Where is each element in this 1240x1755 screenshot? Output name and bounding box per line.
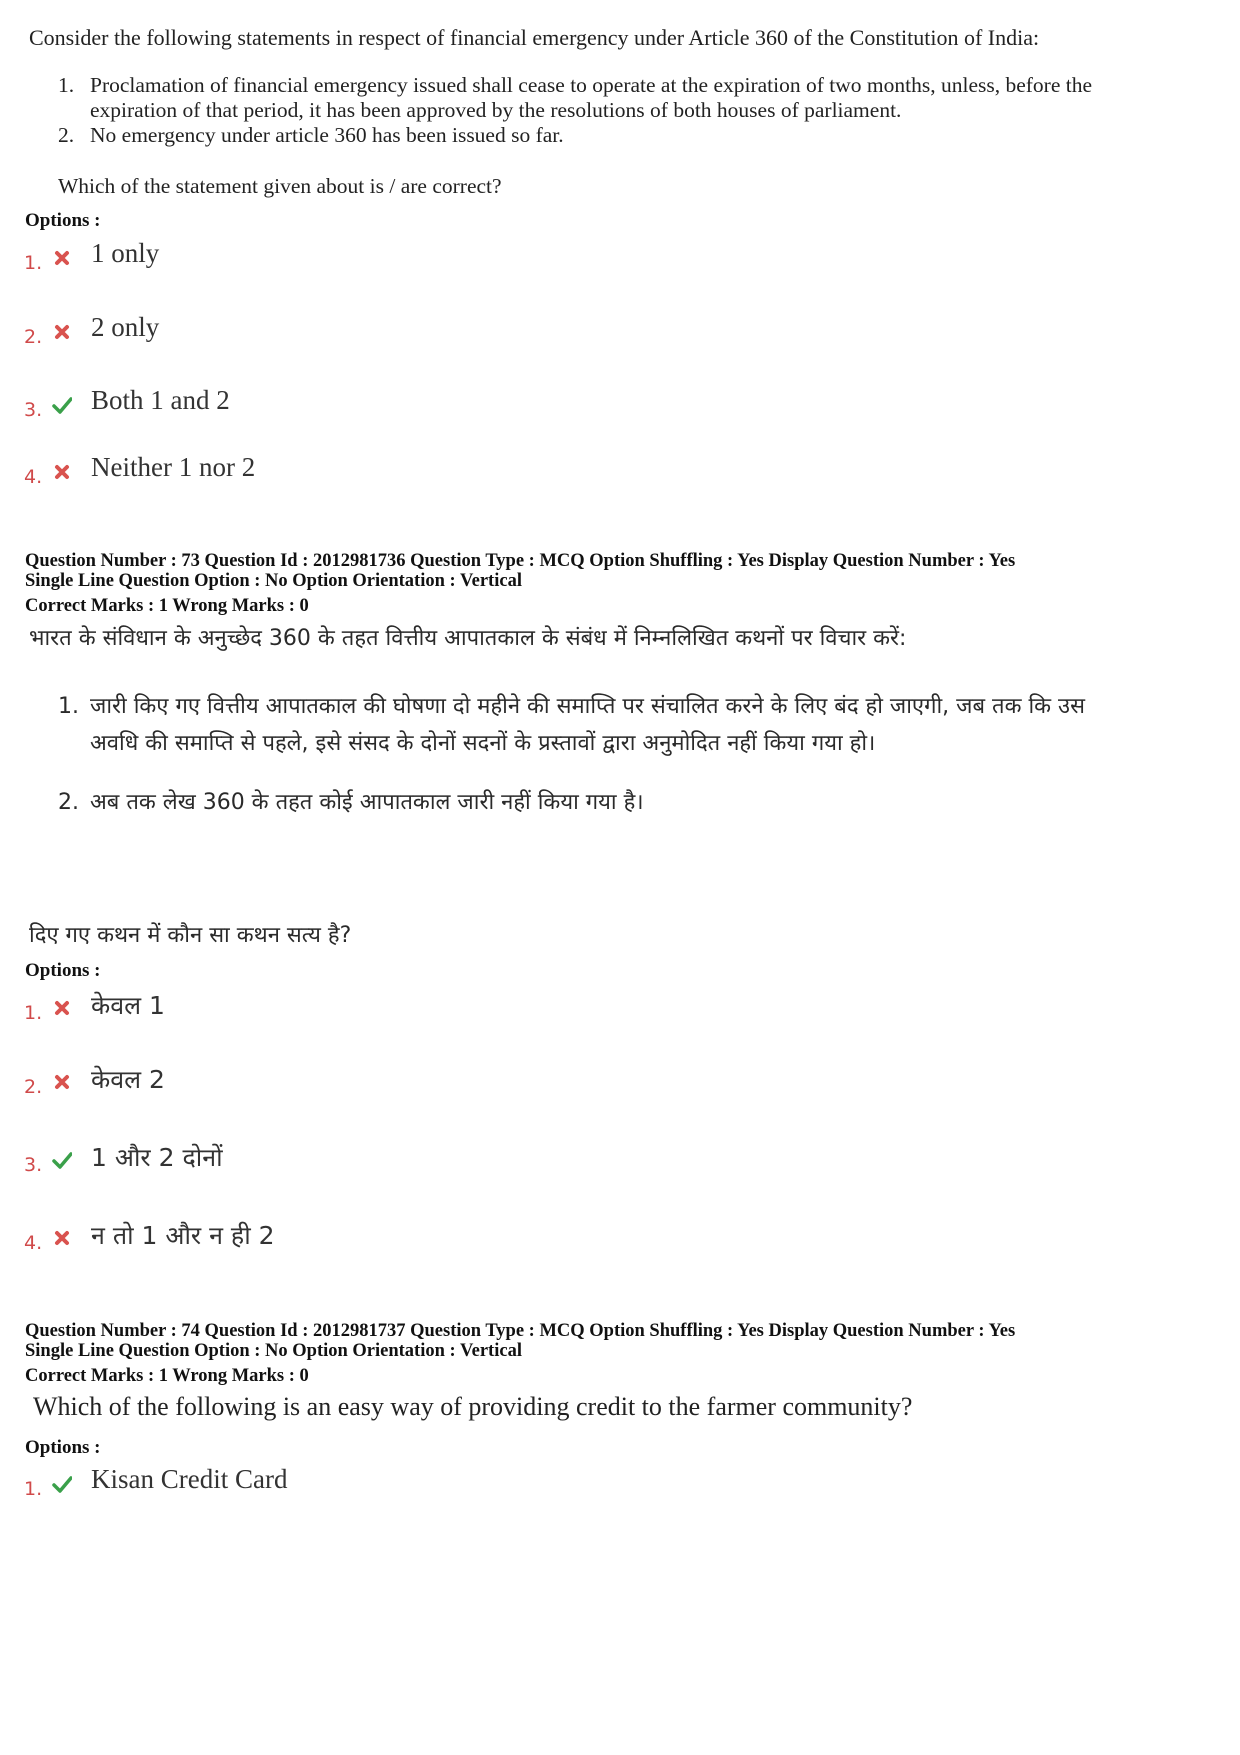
check-icon [52, 395, 72, 415]
statement-text: No emergency under article 360 has been issued so far. [90, 123, 564, 147]
question-intro: भारत के संविधान के अनुच्छेद 360 के तहत वित्तीय आपातकाल के संबंध में निम्नलिखित कथनों पर विचार करें: [29, 626, 907, 651]
option-number: 1. [24, 1002, 43, 1024]
cross-icon [52, 998, 72, 1018]
option-item [0, 312, 1000, 352]
option-number: 4. [24, 1232, 43, 1254]
question-meta: Single Line Question Option : No Option Orientation : Vertical [25, 571, 522, 591]
cross-icon [52, 462, 72, 482]
option-text: न तो 1 और न ही 2 [91, 1221, 275, 1250]
statement-list [58, 688, 1098, 821]
option-number: 2. [24, 326, 43, 348]
option-text: केवल 1 [91, 991, 165, 1020]
question-meta: Question Number : 73 Question Id : 2012981736 Question Type : MCQ Option Shuffling : Yes Display Question Number : Yes [25, 551, 1016, 571]
question-marks: Correct Marks : 1 Wrong Marks : 0 [25, 1366, 309, 1386]
option-item [0, 1140, 1000, 1180]
statement-item [58, 784, 1098, 821]
cross-icon [52, 1072, 72, 1092]
statement-item [58, 123, 1098, 148]
question-text: Which of the following is an easy way of providing credit to the farmer community? [33, 1392, 913, 1421]
option-text: 2 only [91, 312, 160, 342]
option-number: 3. [24, 1154, 43, 1176]
question-text: दिए गए कथन में कौन सा कथन सत्य है? [29, 923, 352, 948]
option-item [0, 238, 1000, 278]
option-item [0, 988, 1000, 1028]
option-text: 1 only [91, 238, 160, 268]
statement-text: Proclamation of financial emergency issued shall cease to operate at the expiration of two months, unless, before the expiration of that period, it has been approved by the resolutions of both houses of parliament. [90, 73, 1093, 122]
statement-item [58, 688, 1098, 762]
cross-icon [52, 322, 72, 342]
option-number: 4. [24, 466, 43, 488]
check-icon [52, 1150, 72, 1170]
option-item [0, 1062, 1000, 1102]
statement-number: 1. [58, 694, 79, 719]
question-meta: Question Number : 74 Question Id : 2012981737 Question Type : MCQ Option Shuffling : Yes Display Question Number : Yes [25, 1321, 1016, 1341]
question-text: Which of the statement given about is / are correct? [58, 174, 502, 198]
option-text: Kisan Credit Card [91, 1464, 288, 1494]
options-label: Options : [25, 1437, 101, 1458]
option-item [0, 1218, 1000, 1258]
option-number: 2. [24, 1076, 43, 1098]
statement-number: 2. [58, 123, 75, 147]
cross-icon [52, 248, 72, 268]
option-item [0, 1464, 1000, 1504]
option-text: 1 और 2 दोनों [91, 1143, 223, 1172]
option-item [0, 452, 1000, 492]
option-text: केवल 2 [91, 1065, 165, 1094]
options-label: Options : [25, 960, 101, 981]
option-number: 1. [24, 1478, 43, 1500]
option-number: 3. [24, 399, 43, 421]
statement-text: जारी किए गए वित्तीय आपातकाल की घोषणा दो महीने की समाप्ति पर संचालित करने के लिए बंद हो जाएगी, जब तक कि उस अवधि की समाप्ति से पहले, इसे संसद के दोनों सदनों के प्रस्तावों द्वारा अनुमोदित नहीं किया गया हो। [90, 694, 1085, 756]
check-icon [52, 1474, 72, 1494]
option-text: Neither 1 nor 2 [91, 452, 256, 482]
statement-number: 1. [58, 73, 75, 97]
options-label: Options : [25, 210, 101, 231]
cross-icon [52, 1228, 72, 1248]
option-number: 1. [24, 252, 43, 274]
option-text: Both 1 and 2 [91, 385, 230, 415]
question-marks: Correct Marks : 1 Wrong Marks : 0 [25, 596, 309, 616]
statement-list [58, 73, 1098, 148]
statement-item [58, 73, 1098, 123]
question-meta: Single Line Question Option : No Option Orientation : Vertical [25, 1341, 522, 1361]
statement-text: अब तक लेख 360 के तहत कोई आपातकाल जारी नहीं किया गया है। [90, 790, 644, 815]
option-item [0, 385, 1000, 425]
question-intro: Consider the following statements in respect of financial emergency under Article 360 of the Constitution of India: [29, 25, 1040, 50]
statement-number: 2. [58, 790, 79, 815]
